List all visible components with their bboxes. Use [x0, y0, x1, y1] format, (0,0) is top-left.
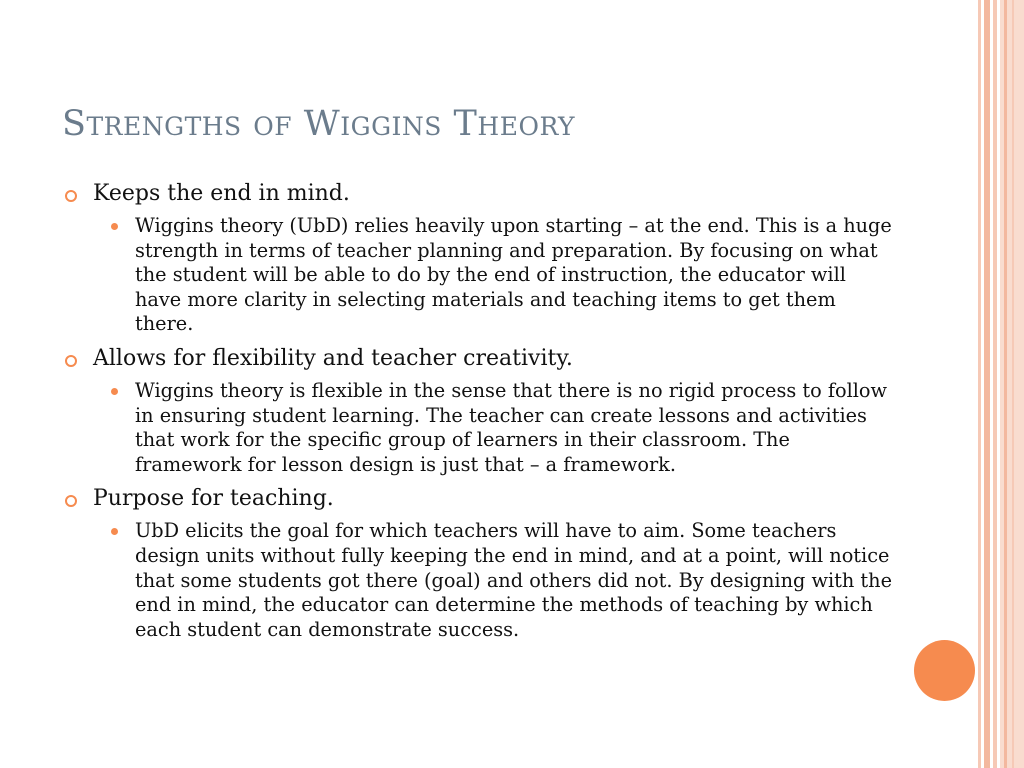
bullet-heading: Purpose for teaching.: [93, 486, 334, 512]
sub-bullet-text: Wiggins theory (UbD) relies heavily upon starting – at the end. This is a huge strength in terms of teacher planning and preparation. By focusing on what the student will be able to do by the end of instruction, the educator will have more clarity in selecting materials and teaching items to get them there.: [135, 214, 892, 336]
sub-bullet-list: [93, 379, 892, 477]
slide-title: Strengths of Wiggins Theory: [62, 104, 576, 144]
sub-bullet-text: UbD elicits the goal for which teachers will have to aim. Some teachers design units without fully keeping the end in mind, and at a point, will notice that some students got there (goal) and others did not. By designing with the end in mind, the educator can determine the methods of teaching by which each student can demonstrate success.: [135, 519, 893, 641]
bullet-heading: Allows for flexibility and teacher creativity.: [93, 345, 573, 371]
sub-bullet-list: [93, 214, 892, 337]
dot-bullet-icon: [111, 223, 118, 230]
decorative-circle: [914, 640, 975, 701]
sub-bullet-point: [93, 214, 892, 337]
decorative-stripe: [978, 0, 981, 768]
dot-bullet-icon: [111, 528, 118, 535]
decorative-stripe: [1012, 0, 1014, 768]
ring-bullet-icon: [65, 495, 77, 507]
sub-bullet-list: [93, 519, 892, 642]
sub-bullet-text: Wiggins theory is flexible in the sense that there is no rigid process to follow in ensuring student learning. The teacher can create lessons and activities that work for the specific group of learners in their classroom. The framework for lesson design is just that – a framework.: [135, 378, 888, 476]
decorative-stripe: [1004, 0, 1007, 768]
bullet-list: [62, 178, 892, 648]
ring-bullet-icon: [65, 355, 77, 367]
sub-bullet-point: [93, 519, 892, 642]
sub-bullet-point: [93, 379, 892, 477]
ring-bullet-icon: [65, 190, 77, 202]
bullet-heading: Keeps the end in mind.: [93, 181, 350, 206]
decorative-stripe: [993, 0, 997, 768]
bullet-point-purpose: [62, 483, 892, 642]
decorative-stripe: [984, 0, 990, 768]
dot-bullet-icon: [111, 388, 118, 395]
bullet-point-flexibility: [62, 343, 892, 477]
bullet-point-end-in-mind: [62, 178, 892, 337]
